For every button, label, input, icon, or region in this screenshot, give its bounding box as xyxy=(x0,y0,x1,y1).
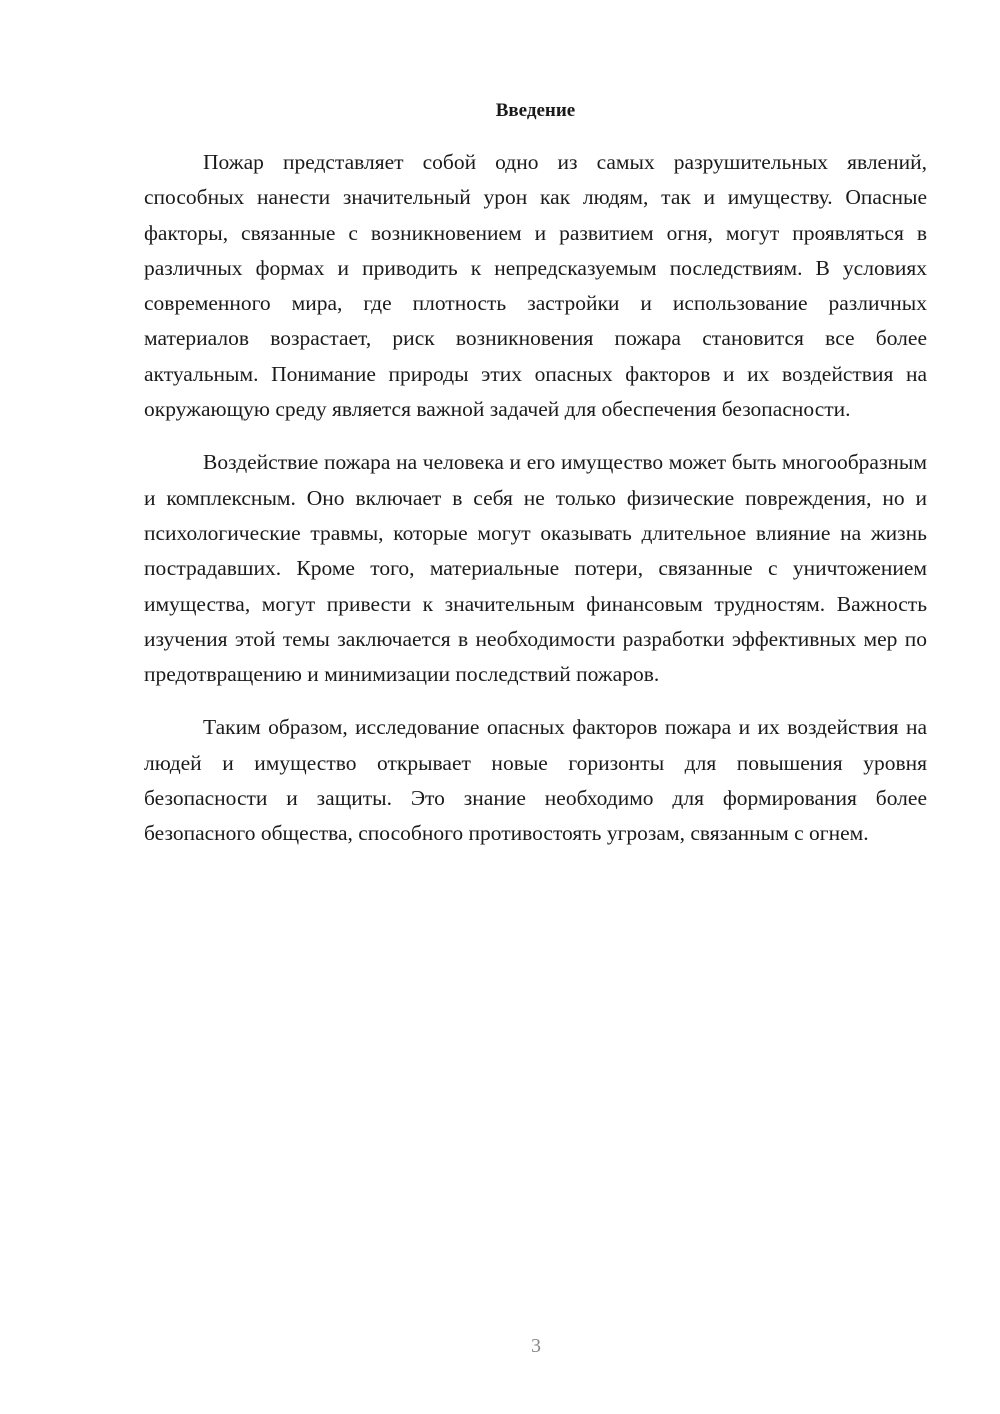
paragraph-2: Воздействие пожара на человека и его имущество может быть многообразным и комплексным. Оно включает в себя не только физические повреждения, но и психологические травмы, которые могут оказывать длительное влияние на жизнь пострадавших. Кроме того, материальные потери, связанные с уничтожением имущества, могут привести к значительным финансовым трудностям. Важность изучения этой темы заключается в необходимости разработки эффективных мер по предотвращению и минимизации последствий пожаров. xyxy=(144,450,927,687)
paragraph-1: Пожар представляет собой одно из самых разрушительных явлений, способных нанести значительный урон как людям, так и имуществу. Опасные факторы, связанные с возникновением и развитием огня, могут проявляться в различных формах и приводить к непредсказуемым последствиям. В условиях современного мира, где плотность застройки и использование различных материалов возрастает, риск возникновения пожара становится все более актуальным. Понимание природы этих опасных факторов и их воздействия на окружающую среду является важной задачей для обеспечения безопасности. xyxy=(144,150,927,422)
section-heading: Введение xyxy=(495,100,576,121)
paragraph-3: Таким образом, исследование опасных факторов пожара и их воздействия на людей и имущество открывает новые горизонты для повышения уровня безопасности и защиты. Это знание необходимо для формирования более безопасного общества, способного противостоять угрозам, связанным с огнем. xyxy=(144,715,927,846)
page-content xyxy=(144,97,927,852)
page-number: 3 xyxy=(531,1335,541,1357)
